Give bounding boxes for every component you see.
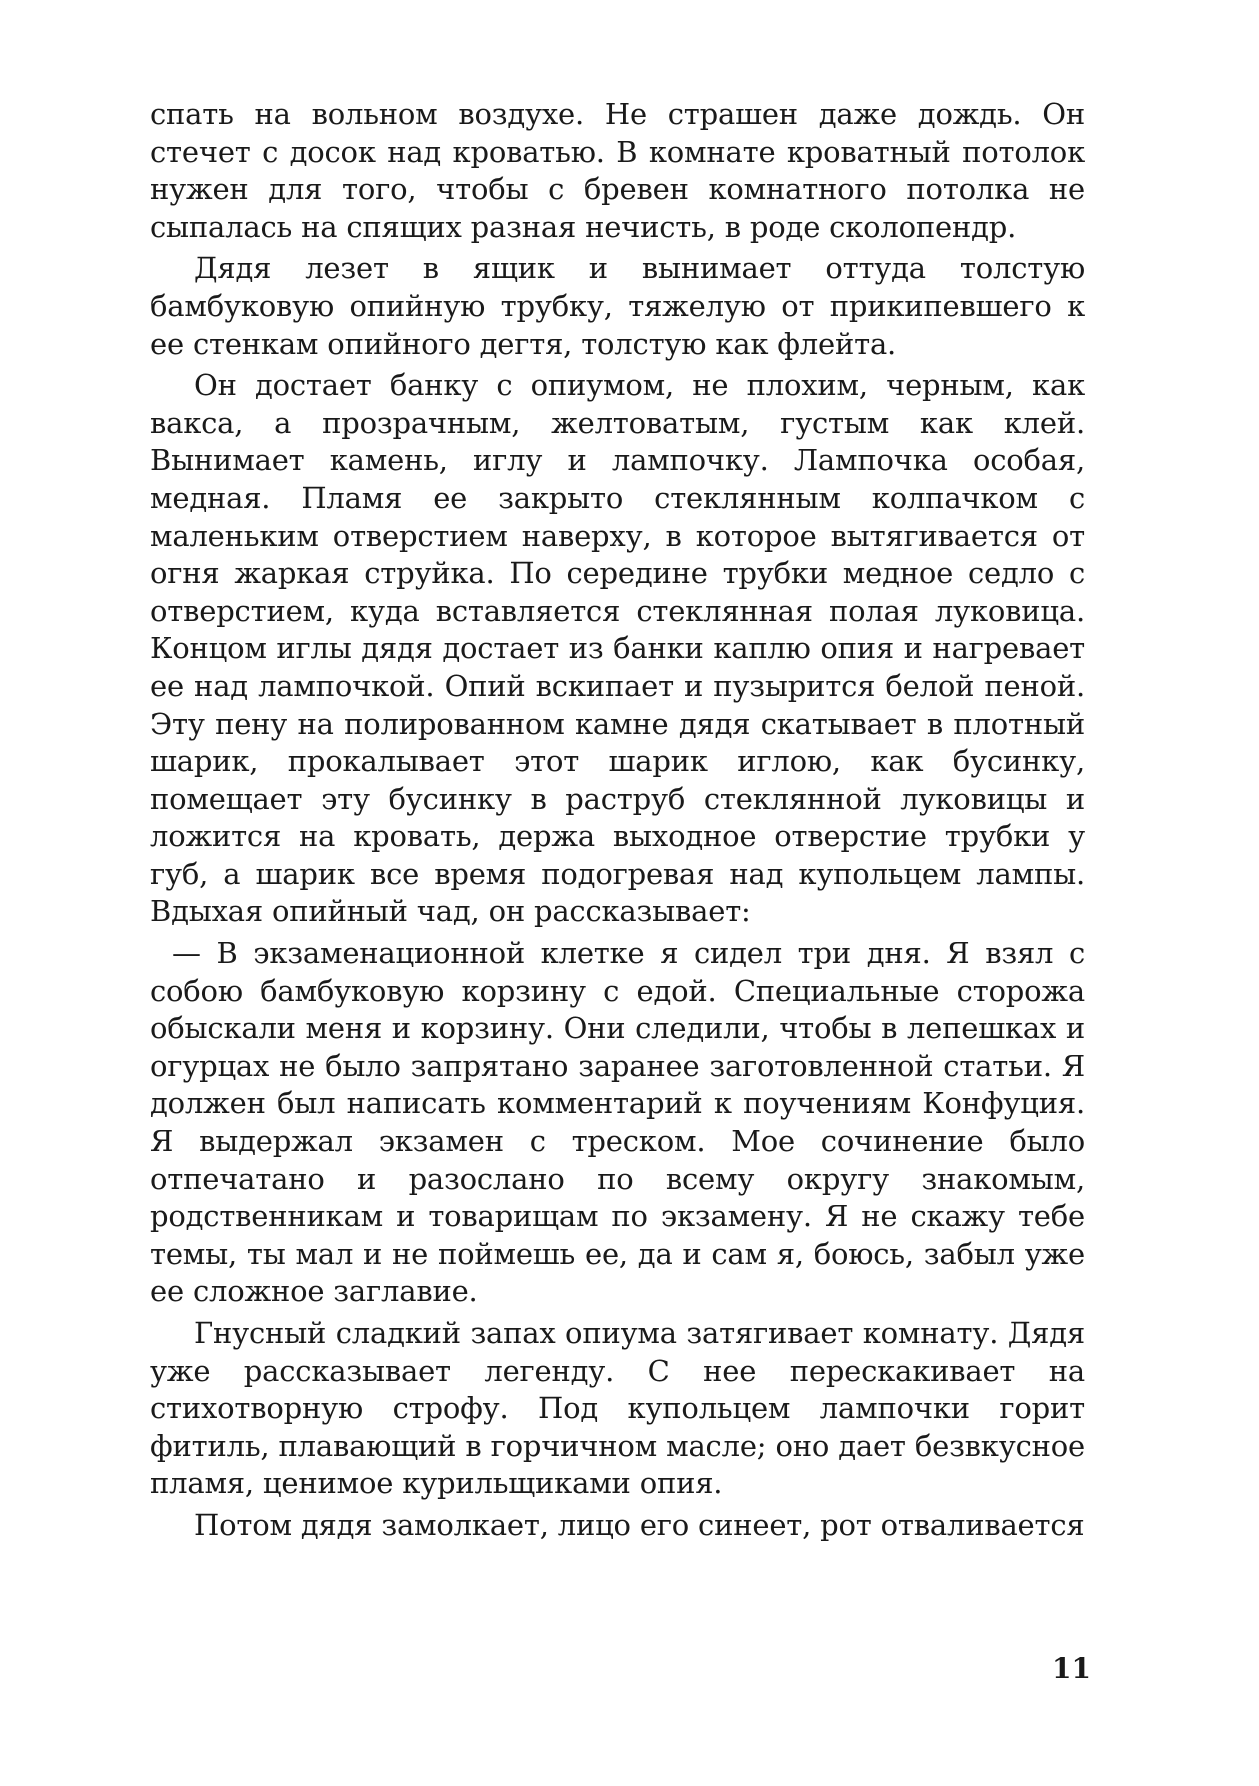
paragraph-4-dialog: — В экзаменационной клетке я сидел три дня. Я взял с собою бамбуковую корзину с едой. Специальные сторожа обыскали меня и корзину. Они следили, чтобы в лепешках и огурцах не было запрятано заранее заготовленной статьи. Я должен был написать комментарий к поучениям Конфуция. Я выдержал экзамен с треском. Мое сочинение было отпечатано и разослано по всему округу знакомым, родственникам и товарищам по экзамену. Я не скажу тебе темы, ты мал и не поймешь ее, да и сам я, боюсь, забыл уже ее сложное заглавие. xyxy=(150,936,1085,1309)
body-text xyxy=(150,96,1085,1549)
paragraph-1: спать на вольном воздухе. Не страшен даже дождь. Он стечет с досок над кроватью. В комнате кроватный потолок нужен для того, чтобы с бревен комнатного потолка не сыпалась на спящих разная нечисть, в роде сколопендр. xyxy=(150,97,1085,244)
paragraph-5: Гнусный сладкий запах опиума затягивает комнату. Дядя уже рассказывает легенду. С нее перескакивает на стихотворную строфу. Под купольцем лампочки горит фитиль, плавающий в горчичном масле; оно дает безвкусное пламя, ценимое курильщиками опия. xyxy=(150,1316,1085,1501)
page-number: 11 xyxy=(1052,1652,1091,1685)
paragraph-3: Он достает банку с опиумом, не плохим, черным, как вакса, а прозрачным, желтоватым, густым как клей. Вынимает камень, иглу и лампочку. Лампочка особая, медная. Пламя ее закрыто стеклянным колпачком с маленьким отверстием наверху, в которое вытягивается от огня жаркая струйка. По середине трубки медное седло с отверстием, куда вставляется стеклянная полая луковица. Концом иглы дядя достает из банки каплю опия и нагревает ее над лампочкой. Опий вскипает и пузырится белой пеной. Эту пену на полированном камне дядя скатывает в плотный шарик, прокалывает этот шарик иглою, как бусинку, помещает эту бусинку в раструб стеклянной луковицы и ложится на кровать, держа выходное отверстие трубки у губ, а шарик все время подогревая над купольцем лампы. Вдыхая опийный чад, он рассказывает: xyxy=(150,368,1085,929)
paragraph-6: Потом дядя замолкает, лицо его синеет, рот отваливается xyxy=(194,1507,1085,1542)
paragraph-2: Дядя лезет в ящик и вынимает оттуда толстую бамбуковую опийную трубку, тяжелую от прикипевшего к ее стенкам опийного дегтя, толстую как флейта. xyxy=(150,251,1085,361)
